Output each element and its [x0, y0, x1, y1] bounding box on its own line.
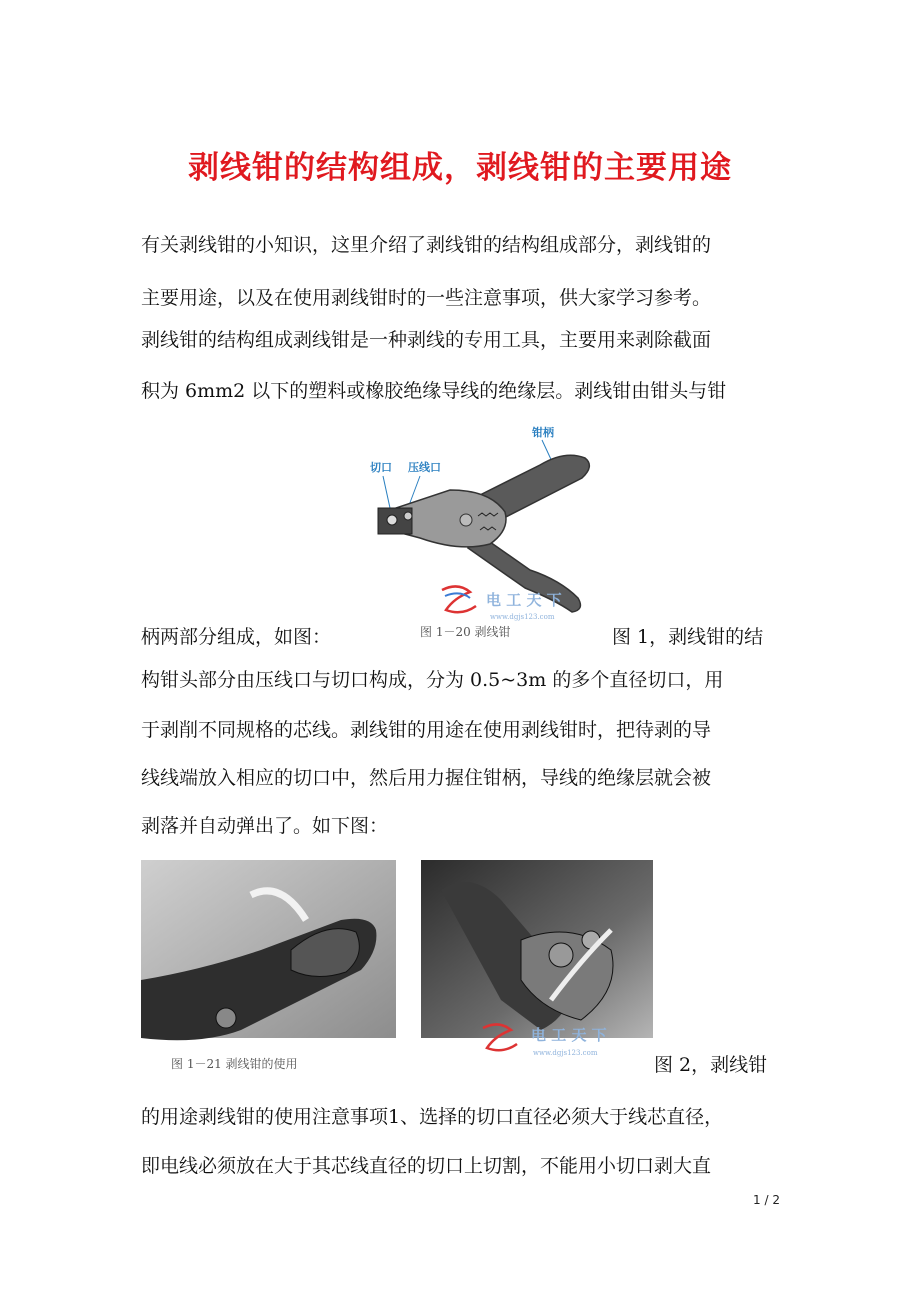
paragraph-line: 有关剥线钳的小知识，这里介绍了剥线钳的结构组成部分，剥线钳的 [141, 234, 712, 256]
page-title: 剥线钳的结构组成，剥线钳的主要用途 [188, 150, 732, 186]
watermark-url: www.dgjs123.com [490, 613, 555, 621]
paragraph-line: 图 1，剥线钳的结 [612, 626, 764, 648]
figure-caption: 图 1－20 剥线钳 [420, 625, 511, 639]
paragraph-line: 主要用途，以及在使用剥线钳时的一些注意事项，供大家学习参考。 [141, 287, 712, 309]
wire-stripper-illustration [350, 420, 612, 640]
wire-stripper-figure [350, 420, 612, 640]
press-label: 压线口 [408, 461, 441, 474]
wire-stripper-usage-figure [141, 860, 653, 1075]
paragraph-line: 构钳头部分由压线口与切口构成，分为 0.5~3m 的多个直径切口，用 [141, 669, 724, 691]
paragraph-line: 积为 6mm2 以下的塑料或橡胶绝缘导线的绝缘层。剥线钳由钳头与钳 [141, 380, 727, 402]
paragraph-line: 柄两部分组成，如图： [141, 626, 332, 648]
cut-label: 切口 [370, 461, 392, 474]
page-number: 1 / 2 [753, 1193, 780, 1207]
paragraph-line: 即电线必须放在大于其芯线直径的切口上切割，不能用小切口剥大直 [141, 1155, 712, 1177]
watermark-url: www.dgjs123.com [533, 1049, 598, 1057]
figure-caption: 图 1－21 剥线钳的使用 [171, 1057, 298, 1071]
paragraph-line: 剥落并自动弹出了。如下图： [141, 815, 389, 837]
paragraph-line: 图 2，剥线钳 [654, 1054, 768, 1076]
paragraph-line: 的用途剥线钳的使用注意事项1、选择的切口直径必须大于线芯直径， [141, 1106, 724, 1128]
paragraph-line: 剥线钳的结构组成剥线钳是一种剥线的专用工具，主要用来剥除截面 [141, 329, 712, 351]
paragraph-line: 于剥削不同规格的芯线。剥线钳的用途在使用剥线钳时，把待剥的导 [141, 719, 712, 741]
watermark-text: 电 工 天 下 [531, 1026, 607, 1044]
watermark-text: 电 工 天 下 [486, 591, 562, 609]
usage-photos [141, 860, 653, 1075]
paragraph-line: 线线端放入相应的切口中，然后用力握住钳柄，导线的绝缘层就会被 [141, 767, 712, 789]
handle-label: 钳柄 [532, 426, 554, 439]
